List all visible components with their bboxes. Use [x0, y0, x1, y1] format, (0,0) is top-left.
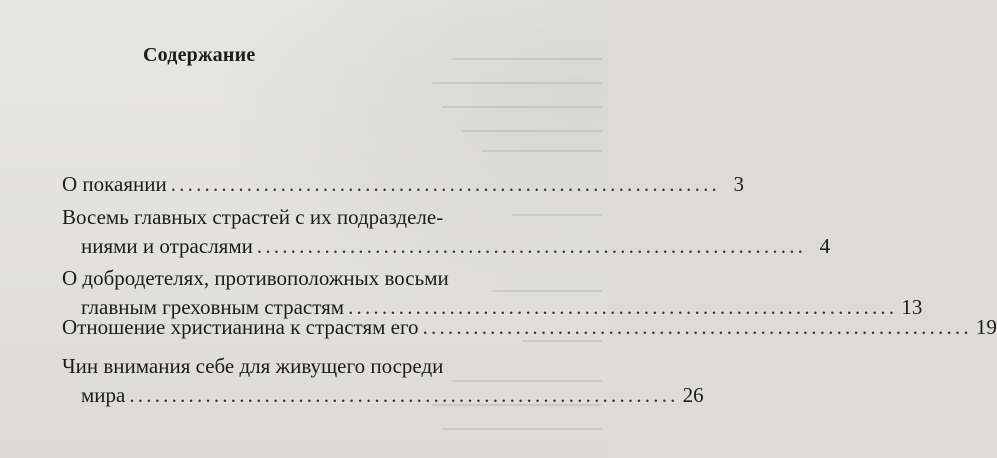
toc-entry-title: Отношение христианина к страстям его: [62, 315, 419, 339]
dot-leader: .................................................................: [422, 315, 972, 339]
dot-leader: .................................................................: [129, 383, 679, 407]
toc-entry[interactable]: [62, 352, 704, 410]
toc-entry-title: Чин внимания себе для живущего посреди: [62, 354, 444, 378]
toc-entry-page: 4: [819, 234, 831, 258]
toc-entry-page: 26: [682, 383, 704, 407]
toc-entry-title-cont: мира: [81, 383, 126, 407]
toc-entry-title-cont: ниями и отраслями: [81, 234, 253, 258]
toc-entry-line: [62, 170, 744, 199]
toc-entry-title: О добродетелях, противоположных восьми: [62, 266, 449, 290]
toc-entry[interactable]: [62, 203, 831, 261]
dot-leader: .................................................................: [256, 234, 807, 258]
toc-entry[interactable]: [62, 313, 997, 342]
toc-entry-title: Восемь главных страстей с их подразделе-: [62, 205, 444, 229]
toc-entry[interactable]: [62, 170, 744, 199]
dot-leader: .................................................................: [348, 295, 898, 319]
toc-entry-page: 13: [901, 295, 923, 319]
toc-entry-line: [62, 232, 831, 261]
contents-heading: Содержание: [143, 44, 256, 66]
toc-entry-line: [62, 381, 704, 410]
dot-leader: .................................................................: [170, 172, 720, 196]
toc-entry-title: О покаянии: [62, 172, 167, 196]
toc-entry-line: [62, 313, 997, 342]
toc-entry-page: 3: [733, 172, 744, 196]
toc-entry-title-cont: главным греховным страстям: [81, 295, 345, 319]
toc-entry-page: 19: [975, 315, 997, 339]
